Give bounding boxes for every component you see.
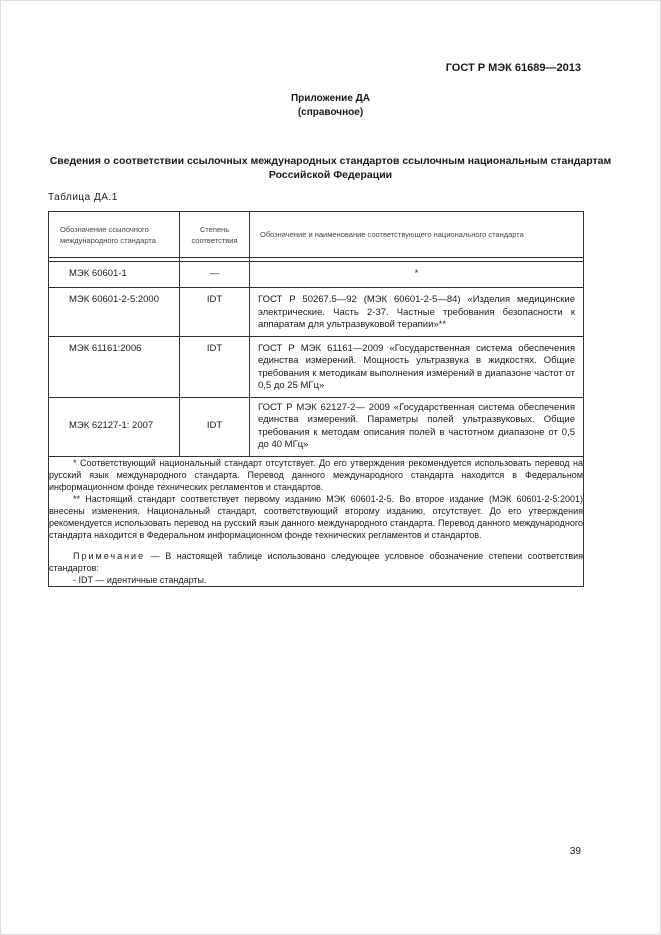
header-degree: Степень соответствия bbox=[180, 212, 250, 258]
note-item: - IDT — идентичные стандарты. bbox=[73, 574, 207, 585]
cell-degree: IDT bbox=[180, 336, 250, 397]
cell-national: ГОСТ Р 50267.5—92 (МЭК 60601-2-5—84) «Изделия медицинские электрические. Часть 2-37. Частные требования безопасности к аппаратам для ультразвуковой терапии»** bbox=[250, 288, 584, 337]
cell-intl: МЭК 60601-2-5:2000 bbox=[49, 288, 180, 337]
cell-national: ГОСТ Р МЭК 62127-2— 2009 «Государственная система обеспечения единства измерений. Параметры полей ультразвуковых. Общие требования к методам описания полей в частотном диапазоне от 0,5 до 40 МГц» bbox=[250, 397, 584, 456]
table-header-row bbox=[49, 212, 584, 258]
cell-intl: МЭК 61161:2006 bbox=[49, 336, 180, 397]
table-caption: Таблица ДА.1 bbox=[48, 192, 118, 203]
cell-intl: МЭК 62127-1: 2007 bbox=[49, 397, 180, 456]
footnote-2: ** Настоящий стандарт соответствует первому изданию МЭК 60601-2-5. Во второе издание (МЭК 60601-2-5:2001) внесены изменения. Национальный стандарт, соответствующий второму изданию, отсутствует. До его утверждения рекомендуется использовать перевод на русский язык данного международного стандарта. Перевод данного международного стандарта находится в Федеральном информационном фонде технических регламентов и стандартов. bbox=[49, 493, 583, 540]
note-label: Примечание bbox=[73, 550, 146, 561]
document-code: ГОСТ Р МЭК 61689—2013 bbox=[445, 62, 581, 74]
section-heading: Сведения о соответствии ссылочных международных стандартов ссылочным национальным стандартам Российской Федерации bbox=[49, 155, 612, 181]
footnote-1: * Соответствующий национальный стандарт отсутствует. До его утверждения рекомендуется использовать перевод на русский язык международного стандарта. Перевод данного международного стандарта находится в Федеральном информационном фонде технических регламентов и стандартов. bbox=[49, 457, 583, 492]
appendix-title bbox=[0, 92, 661, 120]
cell-degree: — bbox=[180, 262, 250, 288]
table-notes-row bbox=[49, 456, 584, 586]
note bbox=[49, 550, 583, 574]
table-row bbox=[49, 397, 584, 456]
cell-national: ГОСТ Р МЭК 61161—2009 «Государственная система обеспечения единства измерений. Мощность ультразвука в жидкостях. Общие требования к методикам выполнения измерений в диапазоне частот от 0,5 до 25 МГц» bbox=[250, 336, 584, 397]
appendix-subtitle: (справочное) bbox=[297, 107, 364, 118]
page-number: 39 bbox=[569, 846, 581, 857]
appendix-label: Приложение ДА bbox=[290, 93, 371, 104]
standards-table bbox=[48, 211, 584, 587]
header-national-standard: Обозначение и наименование соответствующего национального стандарта bbox=[250, 212, 584, 258]
table-row bbox=[49, 262, 584, 288]
cell-intl: МЭК 60601-1 bbox=[49, 262, 180, 288]
table-notes bbox=[49, 456, 584, 586]
cell-degree: IDT bbox=[180, 288, 250, 337]
cell-national: * bbox=[250, 262, 584, 288]
note-text: — В настоящей таблице использовано следующее условное обозначение степени соответствия стандартов: bbox=[49, 550, 583, 573]
cell-degree: IDT bbox=[180, 397, 250, 456]
table-row bbox=[49, 288, 584, 337]
table-row bbox=[49, 336, 584, 397]
header-intl-standard: Обозначение ссылочного международного стандарта bbox=[49, 212, 180, 258]
